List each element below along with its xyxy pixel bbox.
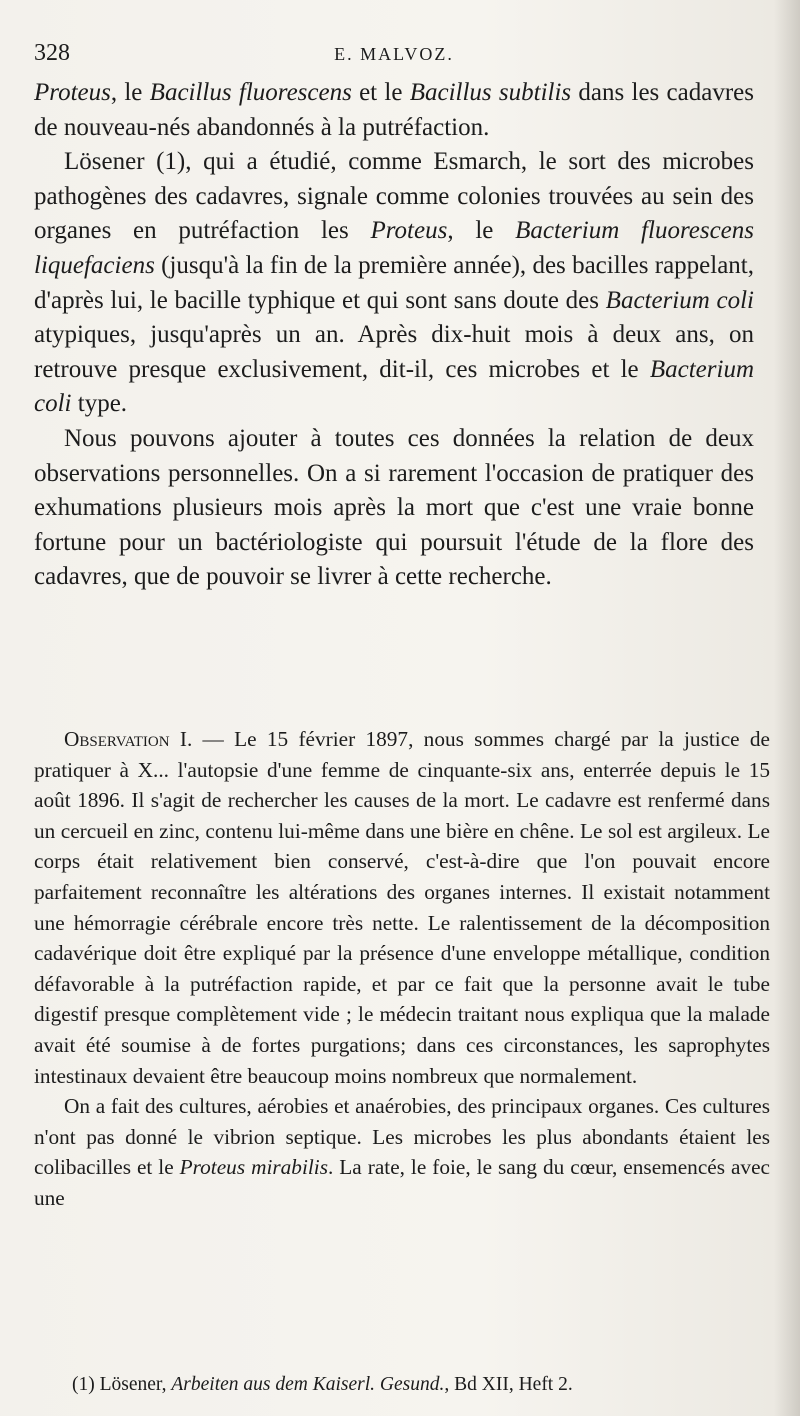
observation-section [34, 724, 770, 1214]
citation-title: Arbeiten aus dem Kaiserl. Gesund. [171, 1374, 445, 1395]
page-number: 328 [34, 40, 70, 66]
observation-heading: Observation I. [64, 727, 193, 751]
text-run: On a fait des cultures, aérobies et anaérobies, des principaux organes. Ces cultures n'ont pas donné le vibrion septique. Les microbes les plus abondants étaient les colibacilles et le [34, 1094, 770, 1180]
text-run: dans les cadavres de nouveau-nés abandonnés à la putréfaction. [34, 79, 754, 141]
text-run: type. [71, 390, 128, 418]
paragraph-1 [34, 76, 754, 145]
text-run: , Bd XII, Heft 2. [444, 1374, 573, 1395]
paragraph-3: Nous pouvons ajouter à toutes ces données la relation de deux observations personnelles. On a si rarement l'occasion de pratiquer des exhumations plusieurs mois après la mort que c'est une vraie bonne fortune pour un bactériologiste qui poursuit l'étude de la flore des cadavres, que de pouvoir se livrer à cette recherche. [34, 424, 754, 591]
taxon-name: Bacillus fluorescens [149, 79, 352, 106]
paragraph-2 [34, 145, 754, 422]
footnote [72, 1372, 772, 1398]
text-run: (1) Lösener, [72, 1374, 172, 1395]
taxon-name: Proteus mirabilis [179, 1155, 328, 1180]
taxon-name: Bacillus subtilis [409, 79, 572, 106]
text-run: , le [447, 217, 516, 245]
taxon-name: Bacterium fluorescens liquefaciens [34, 217, 754, 279]
text-run: et le [351, 79, 410, 106]
text-run: , le [110, 79, 150, 106]
observation-paragraph-2 [34, 1091, 770, 1213]
observation-paragraph-1 [34, 724, 770, 1091]
taxon-name: Proteus [34, 79, 111, 106]
text-run: atypiques, jusqu'après un an. Après dix-huit mois à deux ans, on retrouve presque exclusivement, dit-il, ces microbes et le [34, 321, 754, 383]
text-run: . La rate, le foie, le sang du cœur, ensemencés avec une [34, 1155, 770, 1210]
text-run: (jusqu'à la fin de la première année), des bacilles rappelant, d'après lui, le bacille typhique et qui sont sans doute des [34, 251, 754, 314]
page-edge-shadow [774, 0, 800, 1416]
main-text [34, 76, 754, 595]
page-header [34, 40, 754, 70]
text-run: — Le 15 février 1897, nous sommes chargé par la justice de pratiquer à X... l'autopsie d'une femme de cinquante-six ans, enterrée depuis le 15 août 1896. Il s'agit de rechercher les causes de la mort. Le cadavre est renfermé dans un cercueil en zinc, contenu lui-même dans une bière en chêne. Le sol est argileux. Le corps était relativement bien conservé, c'est-à-dire que l'on pouvait encore parfaitement reconnaître les altérations des organes internes. Il existait notamment une hémorragie cérébrale encore très nette. Le ralentissement de la décomposition cadavérique doit être expliqué par la présence d'une enveloppe métallique, condition défavorable à la putréfaction rapide, et par ce fait que la personne avait le tube digestif presque complètement vide ; le médecin traitant nous expliqua que la malade avait été soumise à de fortes purgations; dans ces circonstances, les saprophytes intestinaux devaient être beaucoup moins nombreux que normalement. [34, 727, 770, 1088]
taxon-name: Bacterium coli [605, 286, 754, 314]
taxon-name: Bacterium coli [34, 355, 754, 418]
running-head: E. MALVOZ. [334, 44, 454, 64]
taxon-name: Proteus [370, 217, 448, 245]
text-run: Lösener (1), qui a étudié, comme Esmarch, le sort des microbes pathogènes des cadavres, signale comme colonies trouvées au sein des organes en putréfaction les [34, 148, 754, 245]
